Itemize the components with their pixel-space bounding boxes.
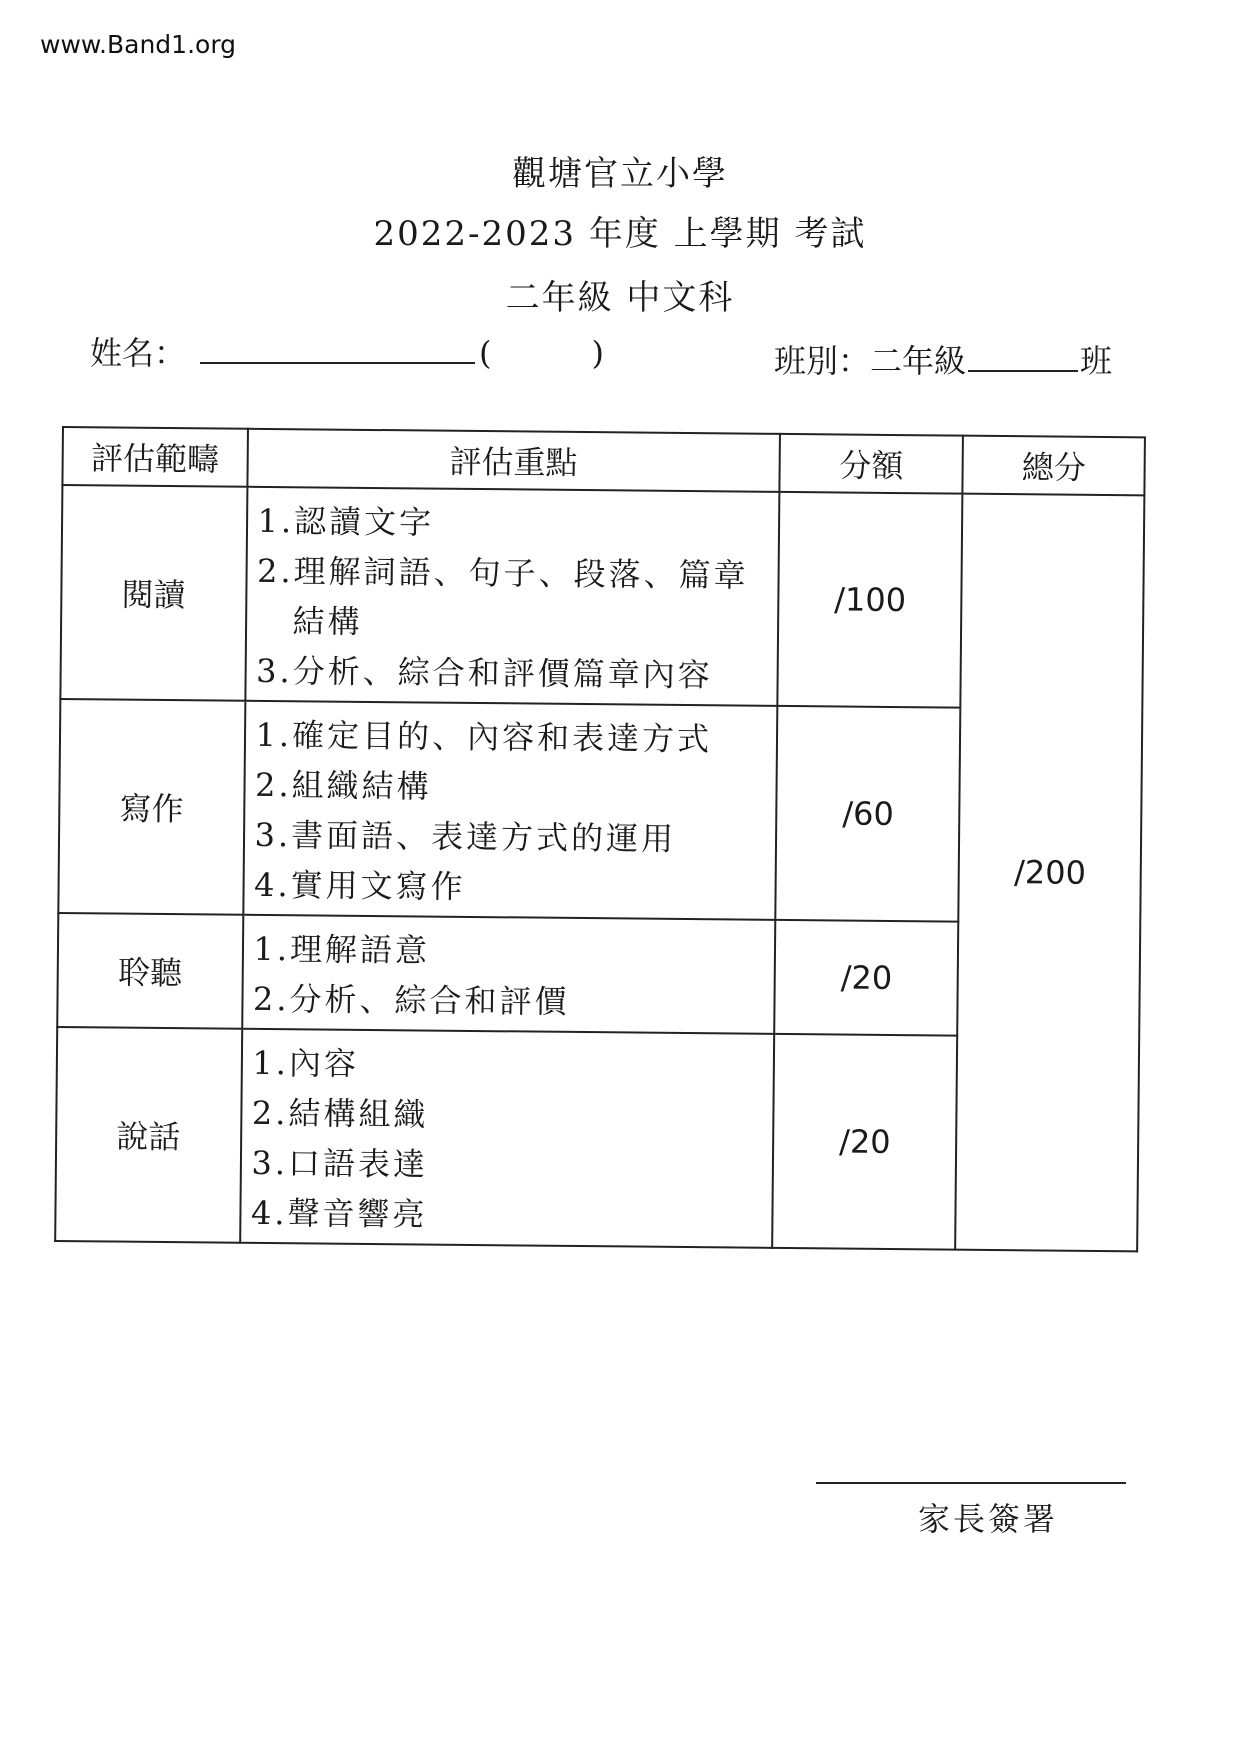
focus-list [246, 488, 779, 705]
focus-list [243, 916, 775, 1033]
list-item: 2.組織結構 [254, 765, 432, 806]
watermark-url: www.Band1.org [40, 30, 237, 59]
category-writing: 寫作 [58, 699, 245, 915]
category-listening: 聆聽 [57, 913, 243, 1029]
table-row [60, 485, 1144, 709]
name-blank[interactable] [200, 328, 475, 364]
focus-cell [243, 701, 778, 920]
list-item: 3.分析、綜合和評價篇章內容 [255, 651, 713, 695]
list-item: 4.實用文寫作 [253, 865, 466, 906]
list-item: 3.書面語、表達方式的運用 [254, 815, 677, 858]
header-total: 總分 [963, 436, 1145, 496]
paren-close: ) [591, 334, 604, 372]
category-speaking: 說話 [55, 1027, 242, 1243]
school-name: 觀塘官立小學 [512, 154, 728, 194]
student-class-row [774, 336, 1112, 382]
list-item: 3.口語表達 [251, 1143, 429, 1184]
category-reading: 閱讀 [60, 485, 247, 701]
focus-cell [245, 487, 780, 706]
student-name-row [90, 328, 604, 374]
focus-cell [240, 1029, 775, 1248]
class-blank[interactable] [968, 340, 1078, 372]
list-item: 1.理解語意 [253, 929, 431, 970]
focus-list [244, 702, 777, 919]
score-reading: /100 [777, 492, 962, 708]
header-category: 評估範疇 [62, 427, 247, 487]
list-item: 2.結構組織 [251, 1093, 429, 1134]
list-item: 1.認讀文字 [257, 501, 435, 542]
exam-title: 2022-2023 年度 上學期 考試 [373, 214, 867, 254]
score-listening: /20 [774, 920, 959, 1036]
score-speaking: /20 [772, 1034, 957, 1250]
assessment-table [54, 426, 1146, 1252]
class-label: 班別：二年級 [774, 342, 967, 380]
table-header-row [62, 427, 1145, 495]
list-item: 2.分析、綜合和評價 [252, 979, 570, 1021]
focus-cell [242, 915, 776, 1034]
list-item: 4.聲音響亮 [250, 1193, 428, 1234]
signature-label: 家長簽署 [918, 1500, 1059, 1538]
subject-title: 二年級 中文科 [505, 278, 735, 318]
signature-line[interactable] [816, 1482, 1126, 1484]
header-score: 分額 [779, 434, 963, 494]
list-item: 2.理解詞語、句子、段落、篇章結構 [256, 551, 749, 641]
list-item: 1.確定目的、內容和表達方式 [255, 715, 713, 759]
name-label: 姓名： [90, 334, 187, 372]
score-writing: /60 [775, 706, 960, 922]
header-focus: 評估重點 [247, 429, 780, 492]
total-score: /200 [956, 494, 1145, 1252]
class-suffix: 班 [1080, 342, 1113, 380]
paren-open: ( [479, 334, 492, 372]
list-item: 1.內容 [252, 1043, 360, 1083]
focus-list [241, 1030, 774, 1247]
